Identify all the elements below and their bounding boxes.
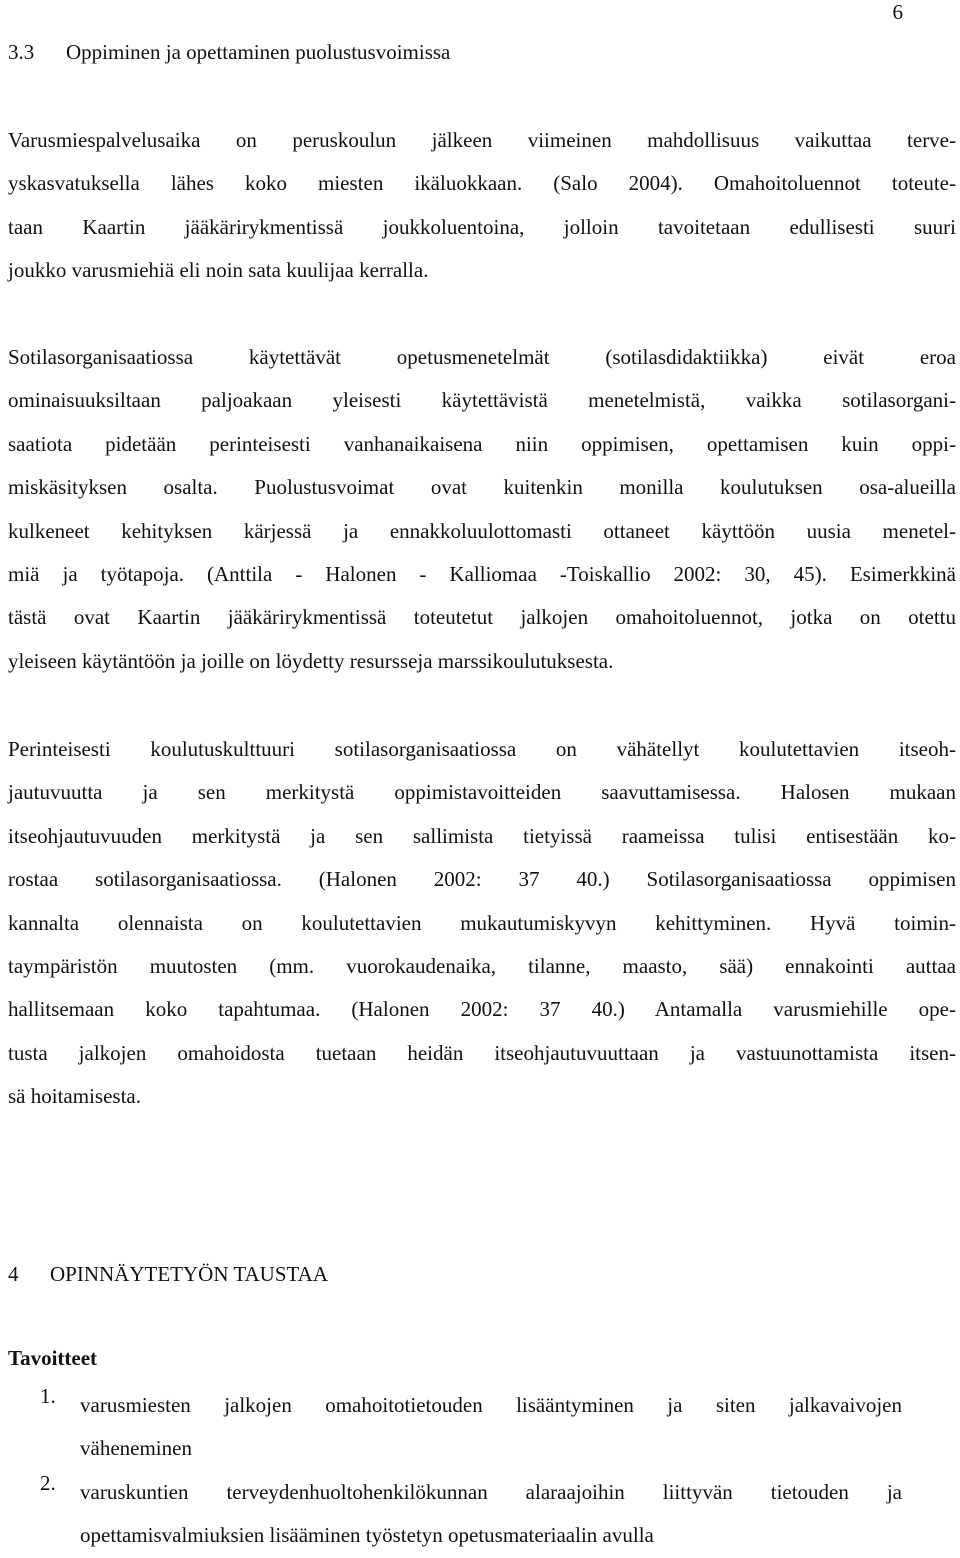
paragraph-line: miskäsityksen osalta. Puolustusvoimat ovat kuitenkin monilla koulutuksen osa-alueilla [8, 475, 956, 500]
paragraph-line: tusta jalkojen omahoidosta tuetaan heidän itseohjautuvuuttaan ja vastuunottamista itsen- [8, 1040, 956, 1065]
section-heading-3-3 [8, 40, 450, 65]
section-title: Oppiminen ja opettaminen puolustusvoimissa [66, 40, 451, 64]
paragraph-line: tästä ovat Kaartin jääkärirykmentissä toteutetut jalkojen omahoitoluennot, jotka on otettu [8, 605, 956, 630]
paragraph-line: Varusmiespalvelusaika on peruskoulun jälkeen viimeinen mahdollisuus vaikuttaa terve- [8, 128, 956, 152]
paragraph-line: kannalta olennaista on koulutettavien mukautumiskyvyn kehittyminen. Hyvä toimin- [8, 910, 956, 935]
list-item [8, 1471, 902, 1558]
paragraph-line: taan Kaartin jääkärirykmentissä joukkoluentoina, jolloin tavoitetaan edullisesti suuri [8, 214, 956, 239]
section-number: 3.3 [8, 40, 35, 64]
paragraph-line: kulkeneet kehityksen kärjessä ja ennakkoluulottomasti ottaneet käyttöön uusia menetel- [8, 518, 956, 543]
goals-heading: Tavoitteet [8, 1346, 98, 1370]
paragraph-line: miä ja työtapoja. (Anttila - Halonen - Kalliomaa -Toiskallio 2002: 30, 45). Esimerkkinä [8, 561, 956, 586]
list-item-line: opettamisvalmiuksien lisääminen työstetyn opetusmateriaalin avulla [80, 1523, 654, 1548]
paragraph-line: hallitsemaan koko tapahtumaa. (Halonen 2002: 37 40.) Antamalla varusmiehille ope- [8, 997, 956, 1022]
paragraph-line: yleiseen käytäntöön ja joille on löydetty resursseja marssikoulutuksesta. [8, 648, 614, 673]
paragraph-line: joukko varusmiehiä eli noin sata kuulijaa kerralla. [8, 258, 429, 283]
paragraph-line: ominaisuuksiltaan paljoakaan yleisesti käytettävistä menetelmistä, vaikka sotilasorgani- [8, 388, 956, 413]
list-item-line: varuskuntien terveydenhuoltohenkilökunnan alaraajoihin liittyvän tietouden ja [80, 1479, 902, 1504]
section-number: 4 [8, 1262, 19, 1286]
paragraph-line: Perinteisesti koulutuskulttuuri sotilasorganisaatiossa on vähätellyt koulutettavien itseoh- [8, 737, 956, 761]
paragraph-2 [8, 336, 956, 683]
list-item-line: varusmiesten jalkojen omahoitotietouden lisääntyminen ja siten jalkavaivojen [80, 1393, 902, 1417]
paragraph-line: itseohjautuvuuden merkitystä ja sen sallimista tietyissä raameissa tulisi entisestään ko- [8, 823, 956, 848]
list-item-line: väheneminen [80, 1436, 192, 1461]
list-marker: 1. [40, 1384, 56, 1408]
paragraph-line: Sotilasorganisaatiossa käytettävät opetusmenetelmät (sotilasdidaktiikka) eivät eroa [8, 345, 956, 369]
paragraph-line: jautuvuutta ja sen merkitystä oppimistavoitteiden saavuttamisessa. Halosen mukaan [8, 780, 956, 805]
paragraph-line: taympäristön muutosten (mm. vuorokaudenaika, tilanne, maasto, sää) ennakointi auttaa [8, 953, 956, 978]
goals-list [8, 1384, 902, 1558]
section-title: OPINNÄYTETYÖN TAUSTAA [50, 1262, 328, 1286]
paragraph-line: rostaa sotilasorganisaatiossa. (Halonen 2002: 37 40.) Sotilasorganisaatiossa oppimisen [8, 867, 956, 892]
list-item [8, 1384, 902, 1471]
paragraph-line: sä hoitamisesta. [8, 1084, 141, 1109]
paragraph-3 [8, 728, 956, 1119]
paragraph-line: yskasvatuksella lähes koko miesten ikäluokkaan. (Salo 2004). Omahoitoluennot toteute- [8, 171, 956, 196]
section-heading-4 [8, 1262, 328, 1287]
paragraph-line: saatiota pidetään perinteisesti vanhanaikaisena niin oppimisen, opettamisen kuin oppi- [8, 431, 956, 456]
list-marker: 2. [40, 1470, 56, 1495]
page-number: 6 [892, 0, 903, 24]
paragraph-1 [8, 119, 956, 293]
